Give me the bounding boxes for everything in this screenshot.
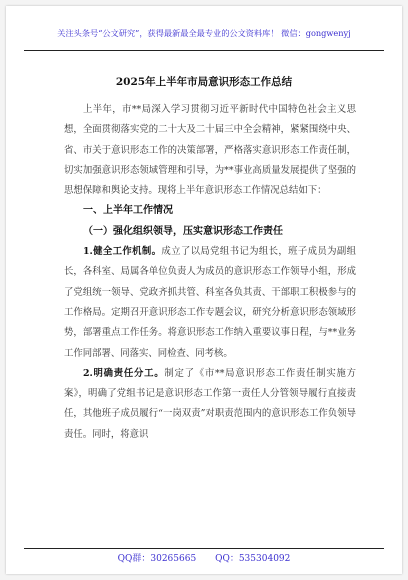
item-lead: 1.健全工作机制。 xyxy=(83,246,162,258)
intro-paragraph: 上半年，市**局深入学习贯彻习近平新时代中国特色社会主义思想，全面贯彻落实党的二十大及二十届三中全会精神，紧紧围绕中央、省、市关于意识形态工作的决策部署，严格落实意识形态工作责任制，切实加强意识形态领域管理和引导，为**事业高质量发展提供了坚强的思想保障和舆论支持。现将上半年意识形态工作情况总结如下： xyxy=(64,104,356,197)
item-paragraph xyxy=(64,364,356,445)
document-title: 2025年上半年市局意识形态工作总结 xyxy=(115,76,293,88)
item-lead: 2.明确责任分工。 xyxy=(83,367,165,379)
document-page xyxy=(6,6,402,574)
document-body xyxy=(64,100,356,445)
item-text: 成立了以局党组书记为组长，班子成员为副组长，各科室、局属各单位负责人为成员的意识形态工作领导小组，形成了党组统一领导、党政齐抓共管、科室各负其责、干部职工积极参与的工作格局。定期召开意识形态工作专题会议，研究分析意识形态领域形势，部署重点工作任务。将意识形态工作纳入重要议事日程，与**业务工作同部署、同落实、同检查、同考核。 xyxy=(64,246,356,359)
footer-divider xyxy=(24,548,384,549)
item-paragraph xyxy=(64,242,356,364)
header-banner: 关注头条号“公文研究”，获得最新最全最专业的公文资料库！ 微信：gongwenyj xyxy=(57,28,351,38)
footer-contacts xyxy=(6,551,402,564)
item-text: 制定了《市**局意识形态工作责任制实施方案》，明确了党组书记是意识形态工作第一责任人分管领导履行直接责任，其他班子成员履行“一岗双责”对职责范围内的意识形态工作负领导责任。同时，将意识 xyxy=(64,367,356,440)
qq-number: QQ：535304092 xyxy=(215,554,291,564)
qq-group: QQ群：30265665 xyxy=(117,554,197,564)
header-divider xyxy=(24,50,384,51)
section-heading: 一、上半年工作情况 xyxy=(83,205,173,217)
subsection-heading: （一）强化组织领导，压实意识形态工作责任 xyxy=(83,225,283,237)
